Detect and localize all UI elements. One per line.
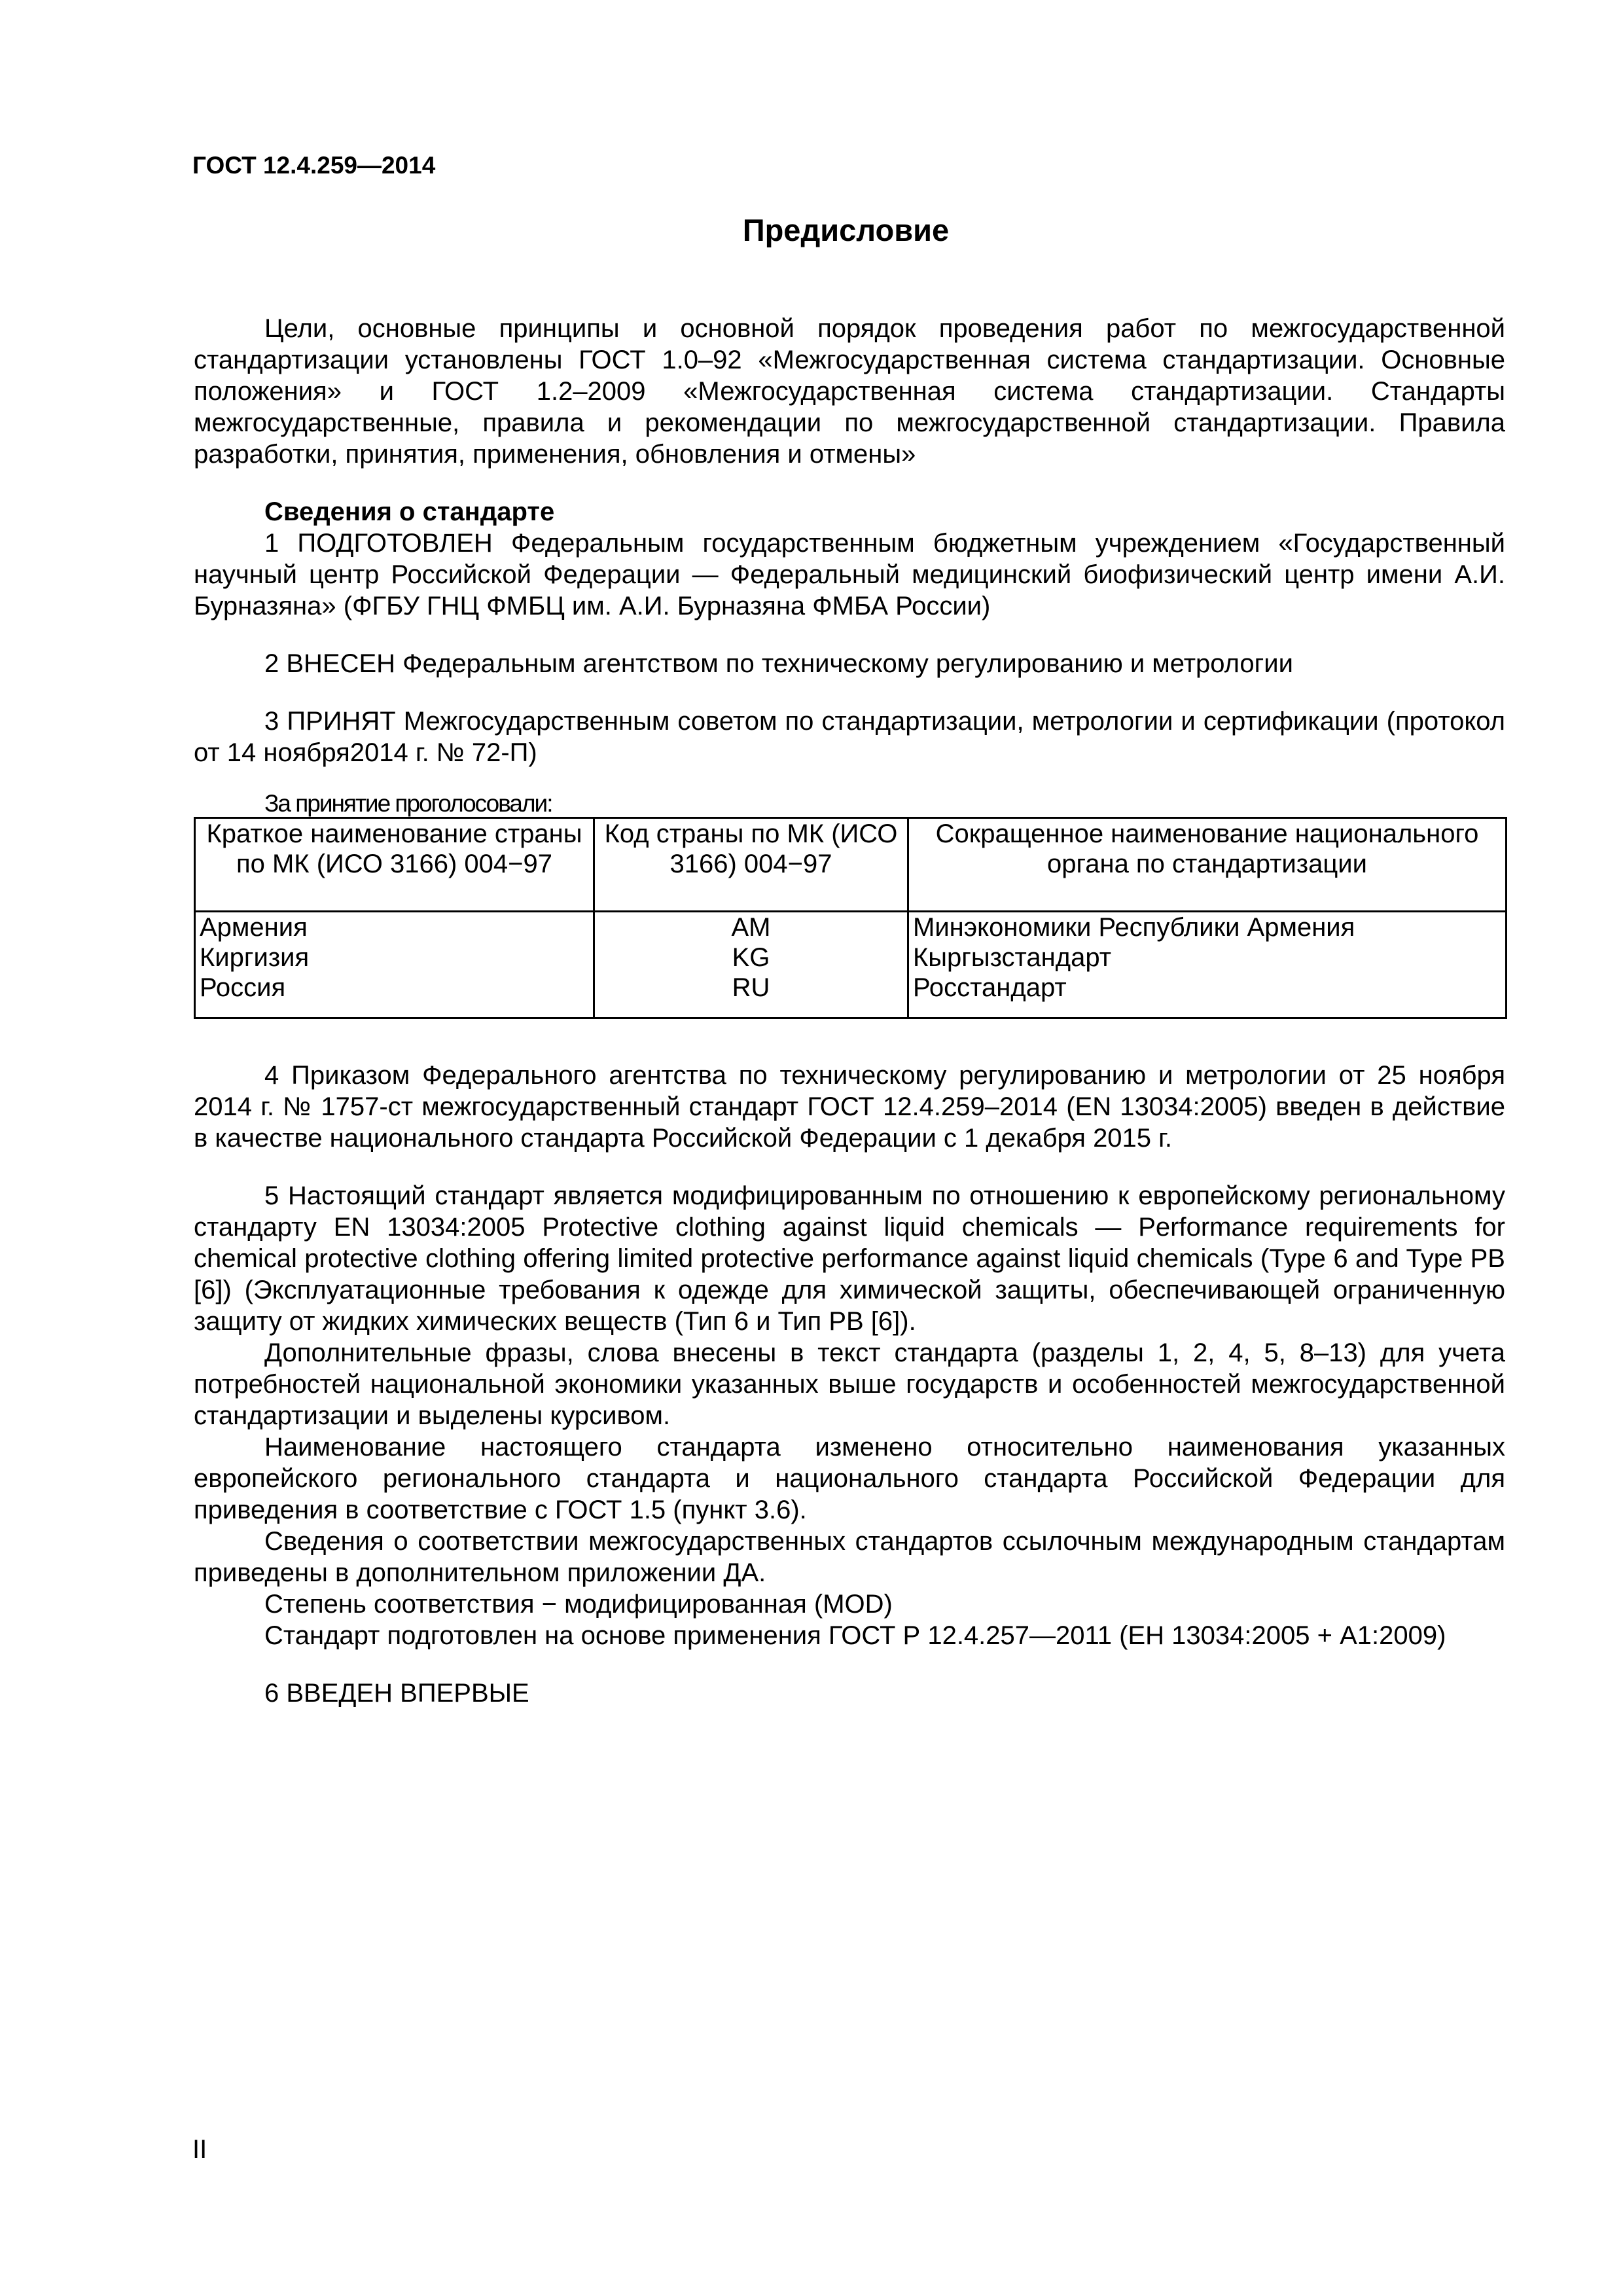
item-6-paragraph: 6 ВВЕДЕН ВПЕРВЫЕ <box>264 1679 529 1708</box>
standards-body-name: Минэкономики Республики Армения <box>913 913 1355 942</box>
code-cell <box>594 912 908 1018</box>
item-1-paragraph: 1 ПОДГОТОВЛЕН Федеральным государственным бюджетным учреждением «Государственный научный центр Российской Федерации — Федеральный медицинский биофизический центр имени А.И. Бурназяна» (ФГБУ ГНЦ ФМБЦ им. А.И. Бурназяна ФМБА России) <box>194 529 1505 620</box>
voting-table <box>194 817 1507 1019</box>
page-number: II <box>192 2135 207 2164</box>
table-header-row <box>195 818 1507 912</box>
column-header-country: Краткое наименование страны по МК (ИСО 3166) 004−97 <box>195 818 594 912</box>
country-cell <box>195 912 594 1018</box>
item-2-paragraph: 2 ВНЕСЕН Федеральным агентством по техническому регулированию и метрологии <box>264 649 1293 678</box>
country-name: Киргизия <box>200 943 310 972</box>
item-5-additional-phrases: Дополнительные фразы, слова внесены в текст стандарта (разделы 1, 2, 4, 5, 8–13) для учета потребностей национальной экономики указанных выше государств и особенностей межгосударственной стандартизации и выделены курсивом. <box>194 1338 1505 1430</box>
country-code: RU <box>732 973 770 1002</box>
country-name: Армения <box>200 913 308 942</box>
document-code: ГОСТ 12.4.259—2014 <box>192 152 436 179</box>
item-5-paragraph: 5 Настоящий стандарт является модифицированным по отношению к европейскому региональному стандарту EN 13034:2005 Protective clothing against liquid chemicals — Performance requirements for chemical protective clothing offering limited protective performance against liquid chemicals (Type 6 and Type PB [6]) (Эксплуатационные требования к одежде для химической защиты, обеспечивающей ограниченную защиту от жидких химических веществ (Тип 6 и Тип PB [6]). <box>194 1181 1505 1336</box>
country-name: Россия <box>200 973 286 1002</box>
item-4-paragraph: 4 Приказом Федерального агентства по техническому регулированию и метрологии от 25 ноября 2014 г. № 1757-ст межгосударственный стандарт ГОСТ 12.4.259–2014 (EN 13034:2005) введен в действие в качестве национального стандарта Российской Федерации с 1 декабря 2015 г. <box>194 1061 1505 1153</box>
country-code: AM <box>731 913 771 942</box>
column-header-body: Сокращенное наименование национального органа по стандартизации <box>908 818 1507 912</box>
intro-paragraph: Цели, основные принципы и основной порядок проведения работ по межгосударственной стандартизации установлены ГОСТ 1.0–92 «Межгосударственная система стандартизации. Основные положения» и ГОСТ 1.2–2009 «Межгосударственная система стандартизации. Стандарты межгосударственные, правила и рекомендации по межгосударственной стандартизации. Правила разработки, принятия, применения, обновления и отмены» <box>194 314 1505 469</box>
column-header-code: Код страны по МК (ИСО 3166) 004−97 <box>594 818 908 912</box>
item-3-paragraph: 3 ПРИНЯТ Межгосударственным советом по стандартизации, метрологии и сертификации (протокол от 14 ноября2014 г. № 72-П) <box>194 707 1505 767</box>
table-caption: За принятие проголосовали: <box>264 790 552 817</box>
standards-body-cell <box>908 912 1507 1018</box>
item-5-degree: Степень соответствия − модифицированная (MOD) <box>264 1590 893 1619</box>
info-heading: Сведения о стандарте <box>264 497 555 526</box>
item-5-basis: Стандарт подготовлен на основе применения ГОСТ Р 12.4.257—2011 (ЕН 13034:2005 + А1:2009) <box>264 1621 1446 1650</box>
document-body <box>194 313 1505 1709</box>
country-code: KG <box>732 943 770 972</box>
standards-body-name: Кыргызстандарт <box>913 943 1112 972</box>
item-5-title-change: Наименование настоящего стандарта изменено относительно наименования указанных европейского регионального стандарта и национального стандарта Российской Федерации для приведения в соответствие с ГОСТ 1.5 (пункт 3.6). <box>194 1433 1505 1524</box>
item-5-references: Сведения о соответствии межгосударственных стандартов ссылочным международным стандартам приведены в дополнительном приложении ДА. <box>194 1527 1505 1587</box>
page-title: Предисловие <box>742 213 950 247</box>
standards-body-name: Росстандарт <box>913 973 1067 1002</box>
table-row <box>195 912 1507 1018</box>
